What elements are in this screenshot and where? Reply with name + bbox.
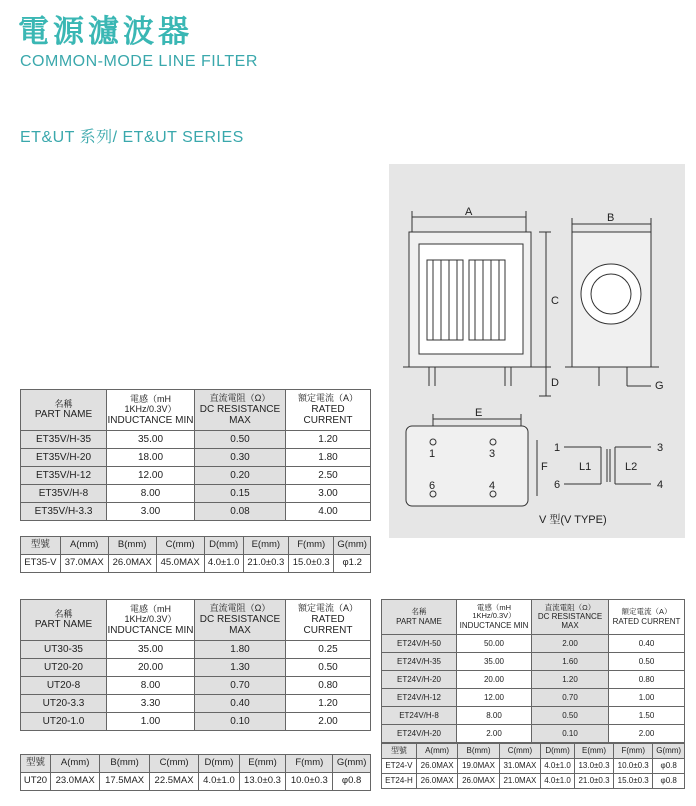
- table-row: UT20-20 20.00 1.30 0.50: [21, 659, 371, 677]
- pin-label-3: 3: [489, 448, 496, 460]
- table-row: UT20-8 8.00 0.70 0.80: [21, 677, 371, 695]
- table-row: UT20-3.3 3.30 0.40 1.20: [21, 695, 371, 713]
- dim-label-c: C: [551, 295, 559, 307]
- table-row: ET24V/H-20 2.00 0.10 2.00: [382, 725, 685, 743]
- et35-table: [20, 389, 371, 521]
- table-row: ET35V/H-20 18.00 0.30 1.80: [21, 449, 371, 467]
- ut-dim-table: 型號 A(mm) B(mm) C(mm) D(mm) E(mm) F(mm) G(mm) UT20 23.0MAX 17.5MAX 22.5MAX 4.0±1.0 13.0±0.3 10.0±0.3 φ0.8: [20, 754, 371, 791]
- et24-table: 名稱 PART NAME 電感（mH 1KHz/0.3V） INDUCTANCE MIN 直流電阻（Ω） DC RESISTANCE MAX 額定電流（A） RATED CURRENT ET24V/H-50 50.00 2.00 0.40 ET24V/H-35 35.00 1.60 0.50 ET24V/H-20 20.00 1.20 0.80 ET24V/H-12 12.00 0.70 1.00 ET24V/H-8 8.00 0.50 1.50 ET24V/H-20 2.00 0.10 2.00: [381, 599, 685, 743]
- page-title: 電源濾波器: [18, 14, 193, 50]
- dim-label-g: G: [655, 380, 664, 392]
- series-title: ET&UT 系列/ ET&UT SERIES: [20, 129, 244, 146]
- table-row: ET35V/H-3.3 3.00 0.08 4.00: [21, 503, 371, 521]
- table-row: UT20 23.0MAX 17.5MAX 22.5MAX 4.0±1.0 13.0±0.3 10.0±0.3 φ0.8: [21, 773, 371, 791]
- table-row: ET35V/H-35 35.00 0.50 1.20: [21, 431, 371, 449]
- coil-label-l2: L2: [625, 461, 638, 473]
- table-row: ET35V/H-12 12.00 0.20 2.50: [21, 467, 371, 485]
- table-row: ET24V/H-35 35.00 1.60 0.50: [382, 653, 685, 671]
- sch-pin-3: 3: [657, 442, 664, 454]
- dim-label-d: D: [551, 377, 559, 389]
- col-header-resistance: 直流電阻（Ω） DC RESISTANCE MAX: [195, 390, 286, 431]
- table-row: UT20-1.0 1.00 0.10 2.00: [21, 713, 371, 731]
- dim-label-e: E: [475, 407, 483, 419]
- table-row: ET24V/H-20 20.00 1.20 0.80: [382, 671, 685, 689]
- dim-label-a: A: [465, 206, 473, 218]
- table-row: ET24-V 26.0MAX 19.0MAX 31.0MAX 4.0±1.0 13.0±0.3 10.0±0.3 φ0.8: [382, 759, 685, 774]
- dim-label-f: F: [541, 461, 548, 473]
- sch-pin-6: 6: [554, 479, 561, 491]
- col-header-inductance: 電感（mH 1KHz/0.3V） INDUCTANCE MIN: [107, 390, 195, 431]
- pin-label-4: 4: [489, 480, 496, 492]
- coil-label-l1: L1: [579, 461, 592, 473]
- vtype-label: V 型(V TYPE): [539, 514, 607, 526]
- col-header-part: 名稱 PART NAME: [21, 390, 107, 431]
- table-row: UT30-35 35.00 1.80 0.25: [21, 641, 371, 659]
- pin-label-6: 6: [429, 480, 436, 492]
- ut-table: 名稱 PART NAME 電感（mH 1KHz/0.3V） INDUCTANCE MIN 直流電阻（Ω） DC RESISTANCE MAX 額定電流（A） RATED CURRENT UT30-35 35.00 1.80 0.25 UT20-20 20.00 1.30 0.50 UT20-8 8.00 0.70 0.80 UT20-3.3 3.30 0.40 1.20 UT20-1.0 1.00 0.10 2.00: [20, 599, 371, 731]
- table-row: ET35-V 37.0MAX 26.0MAX 45.0MAX 4.0±1.0 21.0±0.3 15.0±0.3 φ1.2: [21, 555, 371, 573]
- filter-drawing: [389, 164, 685, 538]
- table-row: ET24V/H-12 12.00 0.70 1.00: [382, 689, 685, 707]
- et24-dim-table: 型號 A(mm) B(mm) C(mm) D(mm) E(mm) F(mm) G(mm) ET24-V 26.0MAX 19.0MAX 31.0MAX 4.0±1.0 13.0±0.3 10.0±0.3 φ0.8 ET24-H 26.0MAX 26.0MAX 21.0MAX 4.0±1.0 21.0±0.3 15.0±0.3 φ0.8: [381, 743, 685, 789]
- table-row: ET35V/H-8 8.00 0.15 3.00: [21, 485, 371, 503]
- sch-pin-4: 4: [657, 479, 664, 491]
- table-row: ET24V/H-50 50.00 2.00 0.40: [382, 635, 685, 653]
- table-row: ET24V/H-8 8.00 0.50 1.50: [382, 707, 685, 725]
- dim-label-b: B: [607, 212, 615, 224]
- col-header-current: 額定電流（A） RATED CURRENT: [286, 390, 371, 431]
- pin-label-1: 1: [429, 448, 436, 460]
- et35-dim-table: 型號 A(mm) B(mm) C(mm) D(mm) E(mm) F(mm) G(mm) ET35-V 37.0MAX 26.0MAX 45.0MAX 4.0±1.0 21.0±0.3 15.0±0.3 φ1.2: [20, 536, 371, 573]
- table-row: ET24-H 26.0MAX 26.0MAX 21.0MAX 4.0±1.0 21.0±0.3 15.0±0.3 φ0.8: [382, 774, 685, 789]
- sch-pin-1: 1: [554, 442, 561, 454]
- drawing-panel: [389, 164, 685, 538]
- page-subtitle: COMMON-MODE LINE FILTER: [20, 53, 258, 70]
